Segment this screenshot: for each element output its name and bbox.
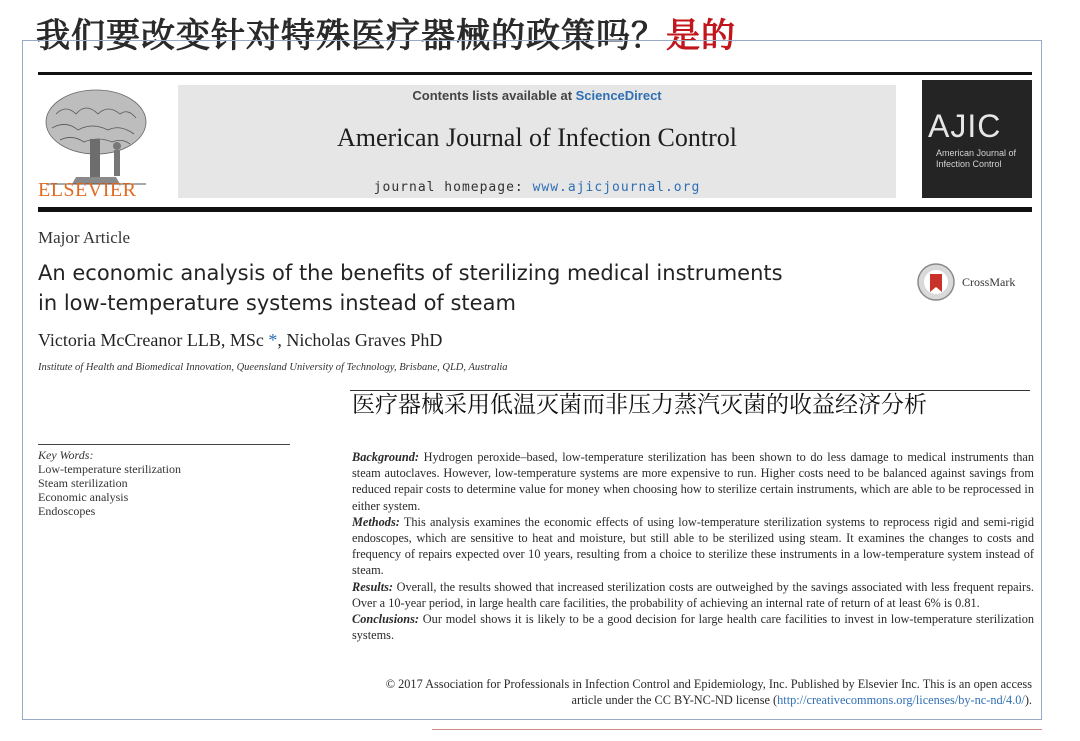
- crossmark-label: CrossMark: [962, 275, 1016, 289]
- crossmark-icon: [916, 262, 956, 302]
- affiliation: Institute of Health and Biomedical Innovation, Queensland University of Technology, Brisbane, QLD, Australia: [38, 362, 508, 373]
- keywords-block: [38, 448, 181, 518]
- conclusions-label: Conclusions:: [352, 612, 419, 627]
- authors: [38, 330, 442, 351]
- chinese-caption: 医疗器械采用低温灭菌而非压力蒸汽灭菌的收益经济分析: [352, 391, 1032, 419]
- crossmark-badge[interactable]: [916, 262, 1046, 302]
- keyword-item: Low-temperature sterilization: [38, 462, 181, 476]
- keyword-item: Steam sterilization: [38, 476, 128, 490]
- article-type: Major Article: [38, 228, 131, 247]
- homepage-prefix: journal homepage:: [373, 180, 533, 195]
- methods-label: Methods:: [352, 514, 400, 529]
- journal-name: American Journal of Infection Control: [337, 123, 737, 152]
- copyright-end: ).: [1024, 693, 1032, 708]
- header-bottom-rule: [38, 207, 1032, 212]
- methods-text: This analysis examines the economic effects of using low-temperature sterilization systems to reprocess rigid and semi-rigid endoscopes, which are sensitive to heat and moisture, but still able to be sterilized using steam. It examines the changes to costs and frequency of repairs expected over 10 years, resulting from a choice to sterilize these instruments in a low-temperature system instead of steam.: [352, 514, 1034, 578]
- author-secondary: , Nicholas Graves PhD: [277, 330, 443, 350]
- journal-masthead: [178, 85, 896, 198]
- keyword-item: Endoscopes: [38, 504, 96, 518]
- journal-homepage: [178, 180, 896, 195]
- slide-answer: 是的: [666, 16, 736, 56]
- keywords-rule: [38, 444, 290, 445]
- keyword-item: Economic analysis: [38, 490, 129, 504]
- author-primary: Victoria McCreanor LLB, MSc: [38, 330, 269, 350]
- article-title: An economic analysis of the benefits of sterilizing medical instruments in low-temperature systems instead of steam: [38, 261, 783, 315]
- contents-prefix: Contents lists available at: [412, 88, 576, 103]
- keywords-heading: Key Words:: [38, 448, 94, 462]
- abstract: [352, 449, 1034, 643]
- background-label: Background:: [352, 450, 419, 464]
- conclusions-text: Our model shows it is likely to be a good decision for large health care facilities to invest in low-temperature sterilization systems.: [352, 612, 1035, 643]
- sciencedirect-link[interactable]: ScienceDirect: [575, 88, 662, 103]
- results-text: Overall, the results showed that increased sterilization costs are outweighed by the savings associated with less frequent repairs. Over a 10-year period, in large health care facilities, the probability of achieving an internal rate of return of at least 6% is 0.81.: [352, 579, 1034, 610]
- ajic-subtitle: American Journal of Infection Control: [936, 148, 1017, 169]
- homepage-link[interactable]: www.ajicjournal.org: [532, 180, 701, 195]
- background-text: Hydrogen peroxide–based, low-temperature sterilization has been shown to do less damage to medical instruments than steam autoclaves. However, low-temperature systems are more expensive to run. Higher costs need to be balanced against savings from reduced repair costs to determine value for money when choosing how to sterilize certain instruments, which are able to be reprocessed in either system.: [352, 450, 1035, 513]
- elsevier-wordmark: ELSEVIER: [38, 179, 137, 201]
- results-label: Results:: [352, 579, 393, 594]
- header-top-rule: [38, 72, 1032, 75]
- slide-question: 我们要改变针对特殊医疗器械的政策吗？: [36, 16, 666, 56]
- ajic-cover: [922, 80, 1032, 198]
- ajic-logo-text: AJIC: [928, 108, 1002, 144]
- contents-line: [178, 88, 896, 103]
- copyright-notice: [368, 676, 1032, 708]
- corresponding-author-marker[interactable]: *: [268, 330, 278, 350]
- license-link[interactable]: http://creativecommons.org/licenses/by-nc-nd/4.0/: [777, 693, 1025, 708]
- bottom-rule: [432, 729, 1042, 730]
- copyright-text: © 2017 Association for Professionals in Infection Control and Epidemiology, Inc. Published by Elsevier Inc. This is an open access article under the CC BY-NC-ND license (: [385, 677, 1032, 708]
